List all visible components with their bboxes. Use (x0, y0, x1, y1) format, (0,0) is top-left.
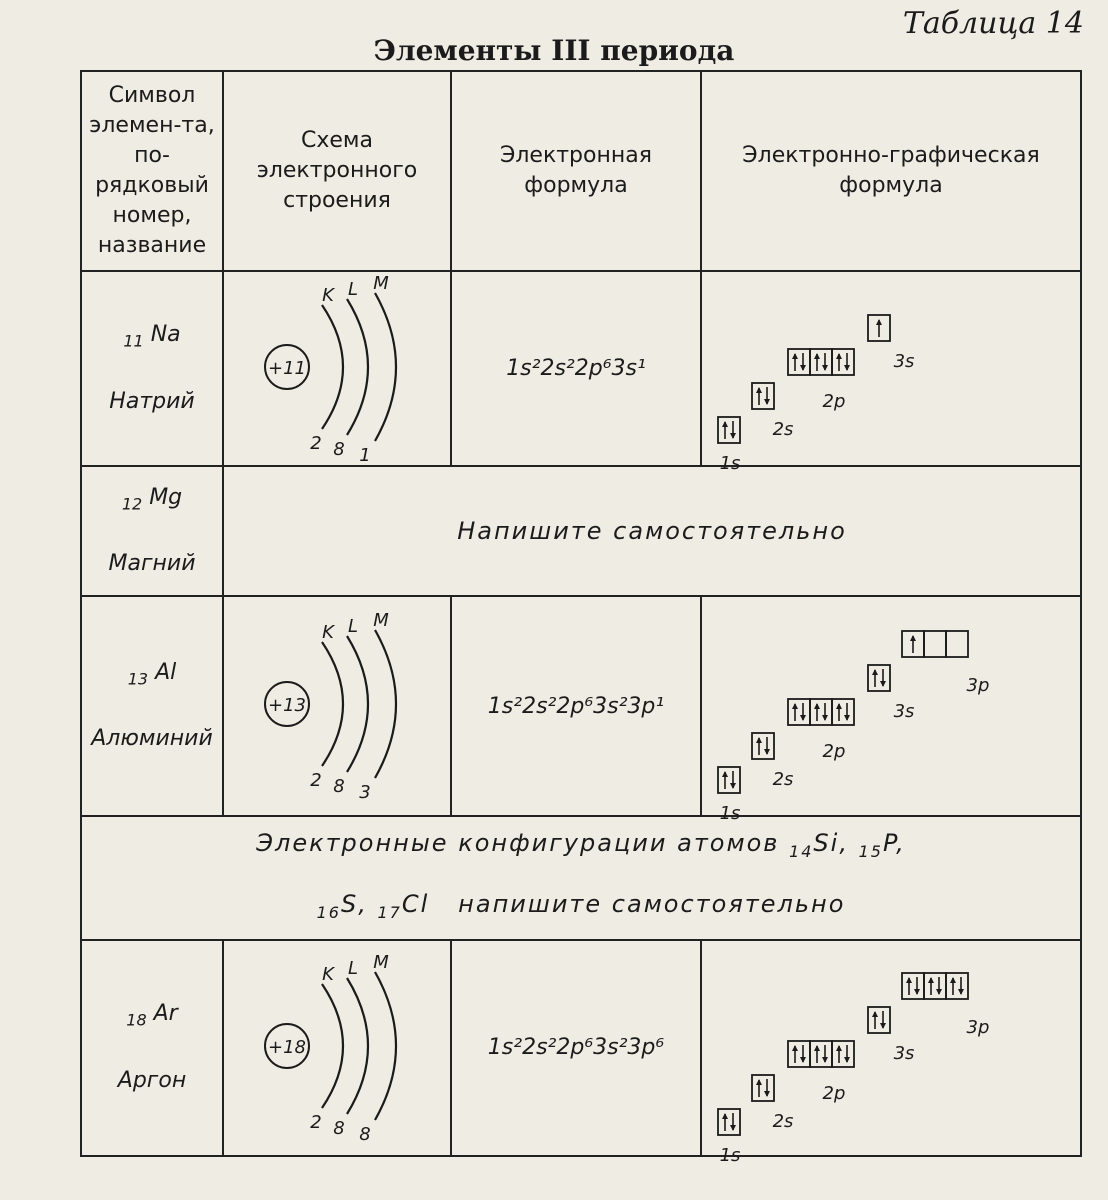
scheme-al (223, 596, 451, 816)
shell-diagram-na (237, 272, 437, 466)
shell-letter: M (373, 951, 389, 973)
header-scheme: Схема электронного строения (223, 71, 451, 271)
element-name-al: Алюминий (91, 726, 213, 752)
arrow-head (800, 715, 806, 721)
shell-arc (347, 978, 368, 1114)
arrow-head (836, 353, 842, 359)
orbital-box (868, 665, 890, 691)
arrow-head (822, 715, 828, 721)
shell-count: 1 (359, 444, 371, 466)
nuclear-charge: +13 (268, 695, 306, 716)
graphic-formula-ar (701, 940, 1081, 1166)
orbital-label: 3p (966, 675, 990, 696)
arrow-head (872, 669, 878, 675)
arrow-head (722, 771, 728, 777)
shell-letter: L (347, 957, 359, 979)
arrow-head (958, 989, 964, 995)
shell-count: 2 (310, 432, 322, 454)
element-cell-mg: $_{12}$ Mg Магний (81, 466, 223, 596)
orbital-label: 2s (772, 769, 794, 790)
shell-arc (322, 642, 343, 766)
orbital-label: 3s (893, 1042, 915, 1064)
arrow-head (822, 365, 828, 371)
arrow-head (814, 353, 820, 359)
orbital-diagram-ar (706, 941, 1076, 1166)
arrow-head (800, 365, 806, 371)
elements-table (80, 70, 1082, 1166)
arrow-head (906, 977, 912, 983)
orbital-box (718, 767, 740, 793)
note-line1: Электронные конфигурации атомов (256, 829, 780, 857)
shell-letter: L (347, 616, 359, 637)
orbital-label: 2p (822, 741, 846, 762)
arrow-head (844, 365, 850, 371)
orbital-box (902, 973, 924, 999)
header-formula: Электронная формула (451, 71, 701, 271)
table-number: Таблица 14 (902, 6, 1084, 41)
header-symbol: Символ элемен-та, по-рядковый номер, название (81, 71, 223, 271)
arrow-head (764, 399, 770, 405)
shell-diagram-al (237, 604, 437, 804)
orbital-box (718, 1109, 740, 1135)
shell-letter: L (347, 278, 359, 300)
arrow-head (936, 989, 942, 995)
arrow-head (764, 1091, 770, 1097)
shell-count: 8 (359, 1123, 371, 1145)
graphic-formula-na (701, 271, 1081, 474)
arrow-head (914, 989, 920, 995)
table-row-mg (81, 466, 1081, 596)
orbital-box (832, 699, 854, 725)
orbital-box (810, 1041, 832, 1067)
shell-letter: K (322, 284, 334, 306)
arrow-head (880, 1023, 886, 1029)
arrow-head (756, 737, 762, 743)
arrow-head (836, 703, 842, 709)
element-name-na: Натрий (109, 388, 195, 414)
shell-count: 3 (359, 782, 371, 803)
arrow-head (722, 1113, 728, 1119)
config-note: Электронные конфигурации атомов $_{14}$Si, $_{15}$P, $_{16}$S, $_{17}$Cl напишите самостоятельно (81, 816, 1081, 940)
arrow-head (730, 433, 736, 439)
orbital-box (752, 383, 774, 409)
shell-letter: K (322, 622, 334, 643)
arrow-head (928, 977, 934, 983)
shell-arc (375, 630, 396, 778)
arrow-head (872, 1011, 878, 1017)
table-row-note (81, 816, 1081, 940)
arrow-head (876, 319, 882, 325)
orbital-label: 1s (719, 1144, 741, 1166)
orbital-box (946, 973, 968, 999)
arrow-head (836, 1045, 842, 1051)
note-line2: напишите самостоятельно (458, 889, 846, 918)
element-cell-ar: $_{18}$ Ar Аргон (81, 940, 223, 1156)
formula-al: 1s²2s²2p⁶3s²3p¹ (451, 596, 701, 816)
graphic-formula-al (701, 596, 1081, 824)
orbital-box (752, 1075, 774, 1101)
header-graphic-formula: Электронно-графическая формула (701, 71, 1081, 271)
arrow-head (730, 783, 736, 789)
orbital-box (788, 699, 810, 725)
shell-count: 2 (310, 770, 322, 791)
arrow-head (792, 1045, 798, 1051)
shell-count: 2 (310, 1111, 322, 1133)
orbital-box (718, 417, 740, 443)
orbital-label: 3s (893, 351, 915, 372)
element-name-ar: Аргон (117, 1067, 187, 1093)
scheme-ar (223, 940, 451, 1156)
shell-letter: M (373, 272, 389, 294)
orbital-box (788, 1041, 810, 1067)
arrow-head (814, 703, 820, 709)
formula-na: 1s²2s²2p⁶3s¹ (451, 271, 701, 466)
table-title: Элементы III периода (373, 34, 735, 67)
table-row-al (81, 596, 1081, 816)
shell-arc (347, 299, 368, 435)
arrow-head (800, 1057, 806, 1063)
arrow-head (764, 749, 770, 755)
orbital-label: 3p (966, 1016, 990, 1038)
orbital-box (924, 973, 946, 999)
shell-count: 8 (333, 438, 345, 460)
arrow-head (756, 387, 762, 393)
orbital-box (788, 349, 810, 375)
orbital-box (832, 1041, 854, 1067)
shell-letter: M (373, 610, 389, 631)
shell-letter: K (322, 963, 334, 985)
element-cell-al: $_{13}$ Al Алюминий (81, 596, 223, 816)
shell-arc (375, 293, 396, 441)
arrow-head (822, 1057, 828, 1063)
orbital-box (810, 699, 832, 725)
nuclear-charge: +18 (268, 1036, 306, 1058)
orbital-box (924, 631, 946, 657)
shell-arc (347, 636, 368, 772)
orbital-box (810, 349, 832, 375)
shell-arc (322, 984, 343, 1108)
orbital-box (752, 733, 774, 759)
orbital-box (868, 1007, 890, 1033)
orbital-label: 2p (822, 1082, 846, 1104)
element-name-mg: Магний (108, 551, 196, 577)
arrow-head (722, 421, 728, 427)
orbital-diagram-na (706, 274, 1076, 474)
arrow-head (910, 635, 916, 641)
orbital-label: 2p (822, 391, 846, 412)
arrow-head (844, 715, 850, 721)
arrow-head (730, 1125, 736, 1131)
arrow-head (792, 353, 798, 359)
orbital-label: 2s (772, 1110, 794, 1132)
arrow-head (950, 977, 956, 983)
shell-diagram-ar (237, 946, 437, 1146)
formula-ar: 1s²2s²2p⁶3s²3p⁶ (451, 940, 701, 1156)
nuclear-charge: +11 (268, 357, 306, 379)
scheme-na (223, 271, 451, 466)
shell-count: 8 (333, 776, 345, 797)
orbital-box (832, 349, 854, 375)
shell-count: 8 (333, 1117, 345, 1139)
arrow-head (792, 703, 798, 709)
arrow-head (844, 1057, 850, 1063)
orbital-label: 1s (719, 453, 741, 474)
shell-arc (375, 972, 396, 1120)
orbital-label: 2s (772, 419, 794, 440)
arrow-head (756, 1079, 762, 1085)
element-cell-na: $_{11}$ Na Натрий (81, 271, 223, 466)
arrow-head (880, 681, 886, 687)
orbital-label: 3s (893, 701, 915, 722)
orbital-box (946, 631, 968, 657)
arrow-head (814, 1045, 820, 1051)
header-row (81, 71, 1081, 271)
shell-arc (322, 305, 343, 429)
table-row-na (81, 271, 1081, 466)
table-row-ar (81, 940, 1081, 1156)
orbital-diagram-al (706, 599, 1076, 824)
mg-note: Напишите самостоятельно (223, 466, 1081, 596)
orbital-label: 1s (719, 803, 741, 824)
